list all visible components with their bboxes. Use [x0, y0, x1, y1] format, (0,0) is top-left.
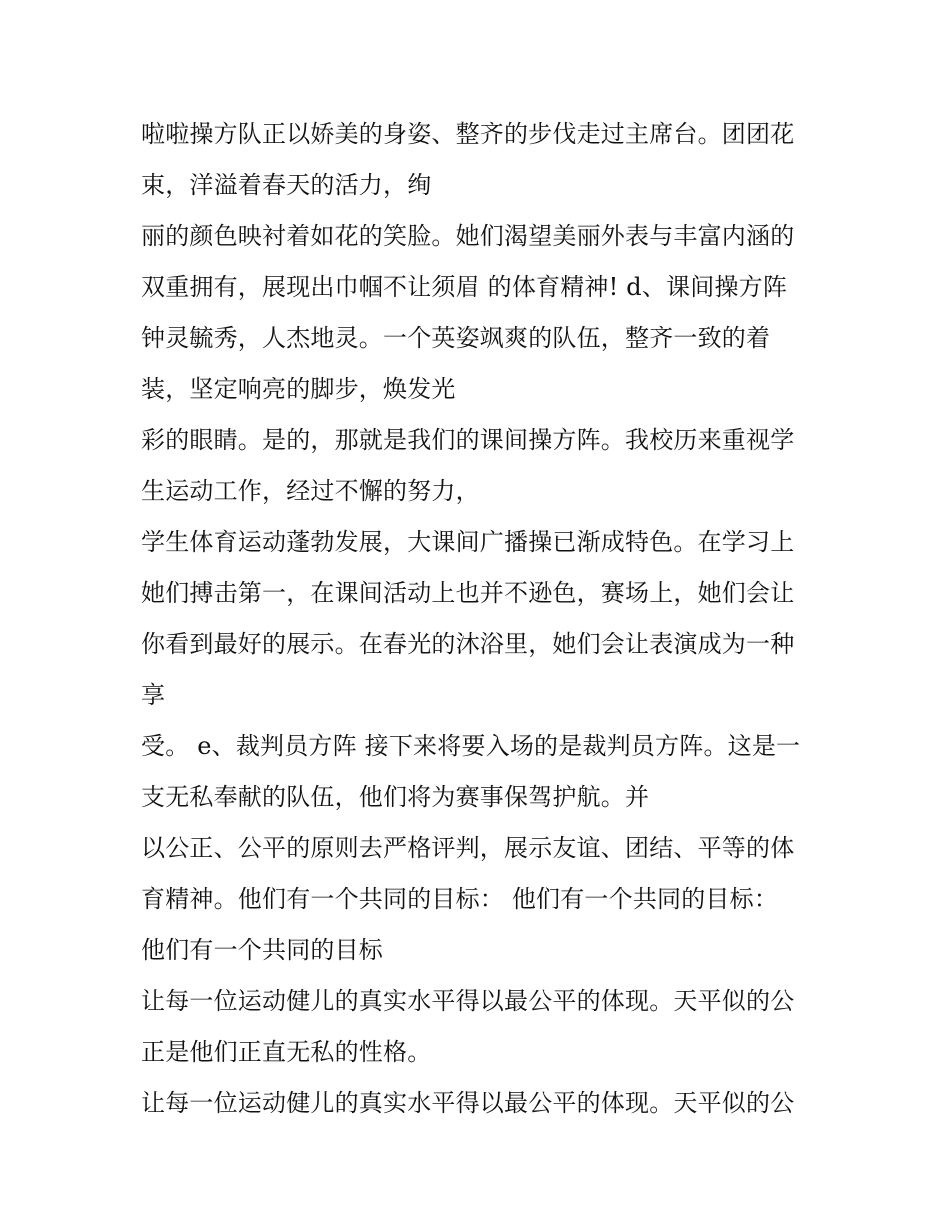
text-line: 让每一位运动健儿的真实水平得以最公平的体现。天平似的公 [141, 987, 795, 1015]
text-line: 你看到最好的展示。在春光的沐浴里，她们会让表演成为一种 [141, 630, 795, 658]
text-line: 育精神。他们有一个共同的目标： 他们有一个共同的目标： [141, 885, 779, 913]
text-line: 让每一位运动健儿的真实水平得以最公平的体现。天平似的公 [141, 1089, 795, 1117]
text-line: 生运动工作，经过不懈的努力， [141, 477, 480, 505]
text-line: 支无私奉献的队伍，他们将为赛事保驾护航。并 [141, 783, 650, 811]
text-line: 学生体育运动蓬勃发展，大课间广播操已渐成特色。在学习上 [141, 528, 795, 556]
text-line: 以公正、公平的原则去严格评判，展示友谊、团结、平等的体 [141, 834, 795, 862]
text-line: 丽的颜色映衬着如花的笑脸。她们渴望美丽外表与丰富内涵的 [141, 222, 795, 250]
text-line: 他们有一个共同的目标 [141, 936, 383, 964]
text-line: 装，坚定响亮的脚步，焕发光 [141, 375, 456, 403]
text-line: 受。 e、裁判员方阵 接下来将要入场的是裁判员方阵。这是一 [141, 732, 801, 760]
text-line: 钟灵毓秀，人杰地灵。一个英姿飒爽的队伍，整齐一致的着 [141, 324, 771, 352]
text-line: 正是他们正直无私的性格。 [141, 1038, 432, 1066]
text-line: 啦啦操方队正以娇美的身姿、整齐的步伐走过主席台。团团花 [141, 120, 795, 148]
document-body [141, 109, 821, 1129]
text-line: 束，洋溢着春天的活力，绚 [141, 171, 432, 199]
text-line: 她们搏击第一，在课间活动上也并不逊色，赛场上，她们会让 [141, 579, 795, 607]
text-line: 双重拥有，展现出巾帼不让须眉 的体育精神! d、课间操方阵 [141, 273, 788, 301]
text-line: 彩的眼睛。是的，那就是我们的课间操方阵。我校历来重视学 [141, 426, 795, 454]
text-line: 享 [141, 681, 166, 709]
